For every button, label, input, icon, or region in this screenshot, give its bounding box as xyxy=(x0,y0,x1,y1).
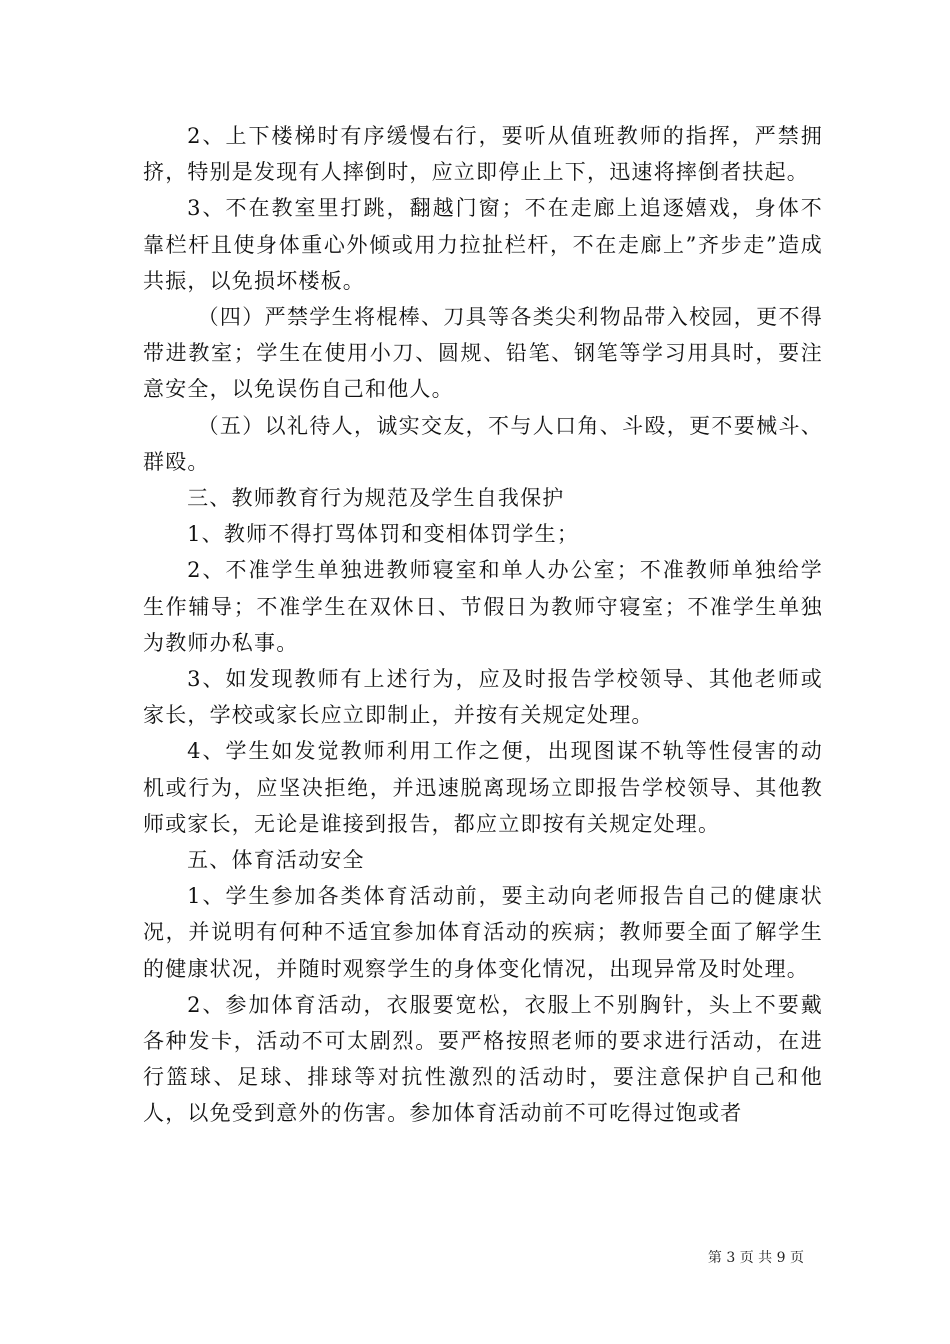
section-heading-sports-safety: 五、体育活动安全 xyxy=(187,848,365,873)
paragraph-no-private-contact: 2、不准学生单独进教师寝室和单人办公室；不准教师单独给学生作辅导；不准学生在双休日、节假日为教师守寝室；不准学生单独为教师办私事。 xyxy=(143,558,823,655)
section-heading-teacher-conduct: 三、教师教育行为规范及学生自我保护 xyxy=(187,486,565,511)
paragraph-courtesy-rule: （五）以礼待人，诚实交友，不与人口角、斗殴，更不要械斗、群殴。 xyxy=(143,413,823,474)
paragraph-classroom-corridor-rule: 3、不在教室里打跳，翻越门窗；不在走廊上追逐嬉戏，身体不靠栏杆且使身体重心外倾或用力拉扯栏杆，不在走廊上”齐步走”造成共振，以免损坏楼板。 xyxy=(143,196,823,293)
paragraph-health-report: 1、学生参加各类体育活动前，要主动向老师报告自己的健康状况，并说明有何种不适宜参加体育活动的疾病；教师要全面了解学生的健康状况，并随时观察学生的身体变化情况，出现异常及时处理。 xyxy=(143,884,823,981)
paragraph-sexual-harassment-response: 4、学生如发觉教师利用工作之便，出现图谋不轨等性侵害的动机或行为，应坚决拒绝，并迅速脱离现场立即报告学校领导、其他教师或家长，无论是谁接到报告，都应立即按有关规定处理。 xyxy=(143,739,823,836)
paragraph-sharp-objects-rule: （四）严禁学生将棍棒、刀具等各类尖利物品带入校园，更不得带进教室；学生在使用小刀、圆规、铅笔、钢笔等学习用具时，要注意安全，以免误伤自己和他人。 xyxy=(143,305,823,402)
paragraph-stairs-rule: 2、上下楼梯时有序缓慢右行，要听从值班教师的指挥，严禁拥挤，特别是发现有人摔倒时，应立即停止上下，迅速将摔倒者扶起。 xyxy=(143,124,823,185)
paragraph-sports-attire: 2、参加体育活动，衣服要宽松，衣服上不别胸针，头上不要戴各种发卡，活动不可太剧烈。要严格按照老师的要求进行活动，在进行篮球、足球、排球等对抗性激烈的活动时，要注意保护自己和他人，以免受到意外的伤害。参加体育活动前不可吃得过饱或者 xyxy=(143,992,823,1126)
document-body xyxy=(143,118,823,1132)
page-number-footer: 第 3 页 共 9 页 xyxy=(707,1250,804,1266)
paragraph-no-corporal-punishment: 1、教师不得打骂体罚和变相体罚学生； xyxy=(187,522,580,547)
paragraph-report-behavior: 3、如发现教师有上述行为，应及时报告学校领导、其他老师或家长，学校或家长应立即制止，并按有关规定处理。 xyxy=(143,667,823,728)
